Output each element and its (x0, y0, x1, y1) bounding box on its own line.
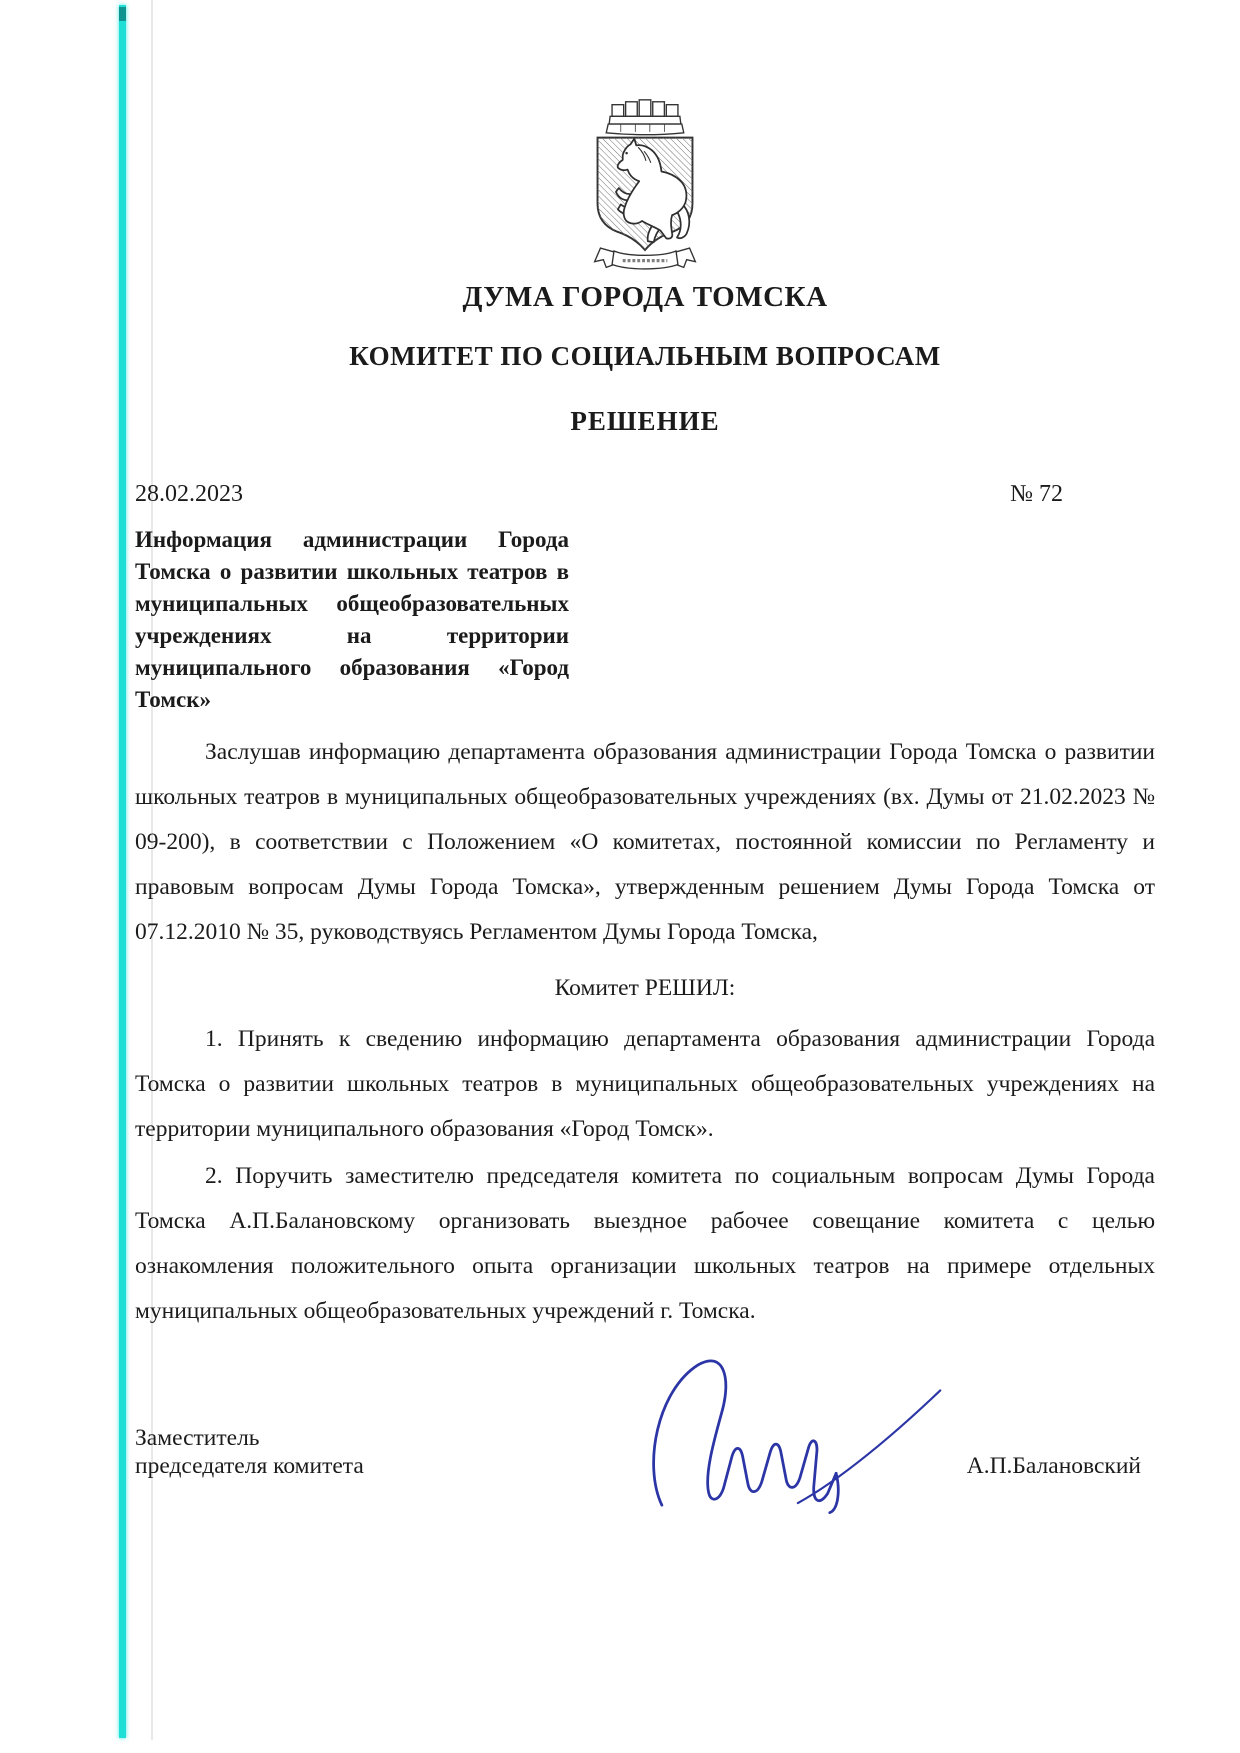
coat-of-arms (135, 95, 1155, 275)
mural-crown-icon (606, 100, 684, 135)
resolution-item-1: 1. Принять к сведению информацию департамента образования администрации Города Томска о развитии школьных театров в муниципальных общеобразовательных учреждениях на территории муниципального образования «Город Томск». (135, 1026, 1155, 1142)
doc-type-title: РЕШЕНИЕ (570, 406, 720, 436)
scanner-edge-line (119, 5, 126, 1738)
resolution-item-2: 2. Поручить заместителю председателя комитета по социальным вопросам Думы Города Томска А.П.Балановскому организовать выездное рабочее совещание комитета с целью ознакомления положительного опыта организации школьных театров на примере отдельных муниципальных общеобразовательных учреждений г. Томска. (135, 1163, 1155, 1324)
resolution-intro: Комитет РЕШИЛ: (554, 975, 736, 1001)
document-content (135, 0, 1155, 1480)
committee-title: КОМИТЕТ ПО СОЦИАЛЬНЫМ ВОПРОСАМ (349, 341, 941, 371)
doc-subject: Информация администрации Города Томска о развитии школьных театров в муниципальных общеобразовательных учреждениях на территории муниципального образования «Город Томск» (135, 527, 569, 712)
doc-date: 28.02.2023 (135, 481, 243, 507)
meta-row (135, 481, 1155, 508)
signature-name: А.П.Балановский (966, 1453, 1141, 1479)
preamble-paragraph: Заслушав информацию департамента образования администрации Города Томска о развитии школьных театров в муниципальных общеобразовательных учреждениях (вх. Думы от 21.02.2023 № 09-200), в соответствии с Положением «О комитетах, постоянной комиссии по Регламенту и правовым вопросам Думы Города Томска», утвержденным решением Думы Города Томска от 07.12.2010 № 35, руководствуясь Регламентом Думы Города Томска, (135, 739, 1155, 945)
signature-autograph-icon (630, 1354, 970, 1514)
signature-position-line2: председателя комитета (135, 1453, 364, 1479)
org-title: ДУМА ГОРОДА ТОМСКА (462, 281, 828, 313)
shield-icon (598, 138, 693, 250)
signature-position-line1: Заместитель (135, 1425, 260, 1451)
doc-number: № 72 (1010, 481, 1063, 507)
signature-position (135, 1424, 364, 1480)
tomsk-coat-of-arms-icon (577, 95, 713, 281)
signature-block (135, 1424, 1155, 1480)
scanner-edge-line-cap (119, 7, 126, 21)
